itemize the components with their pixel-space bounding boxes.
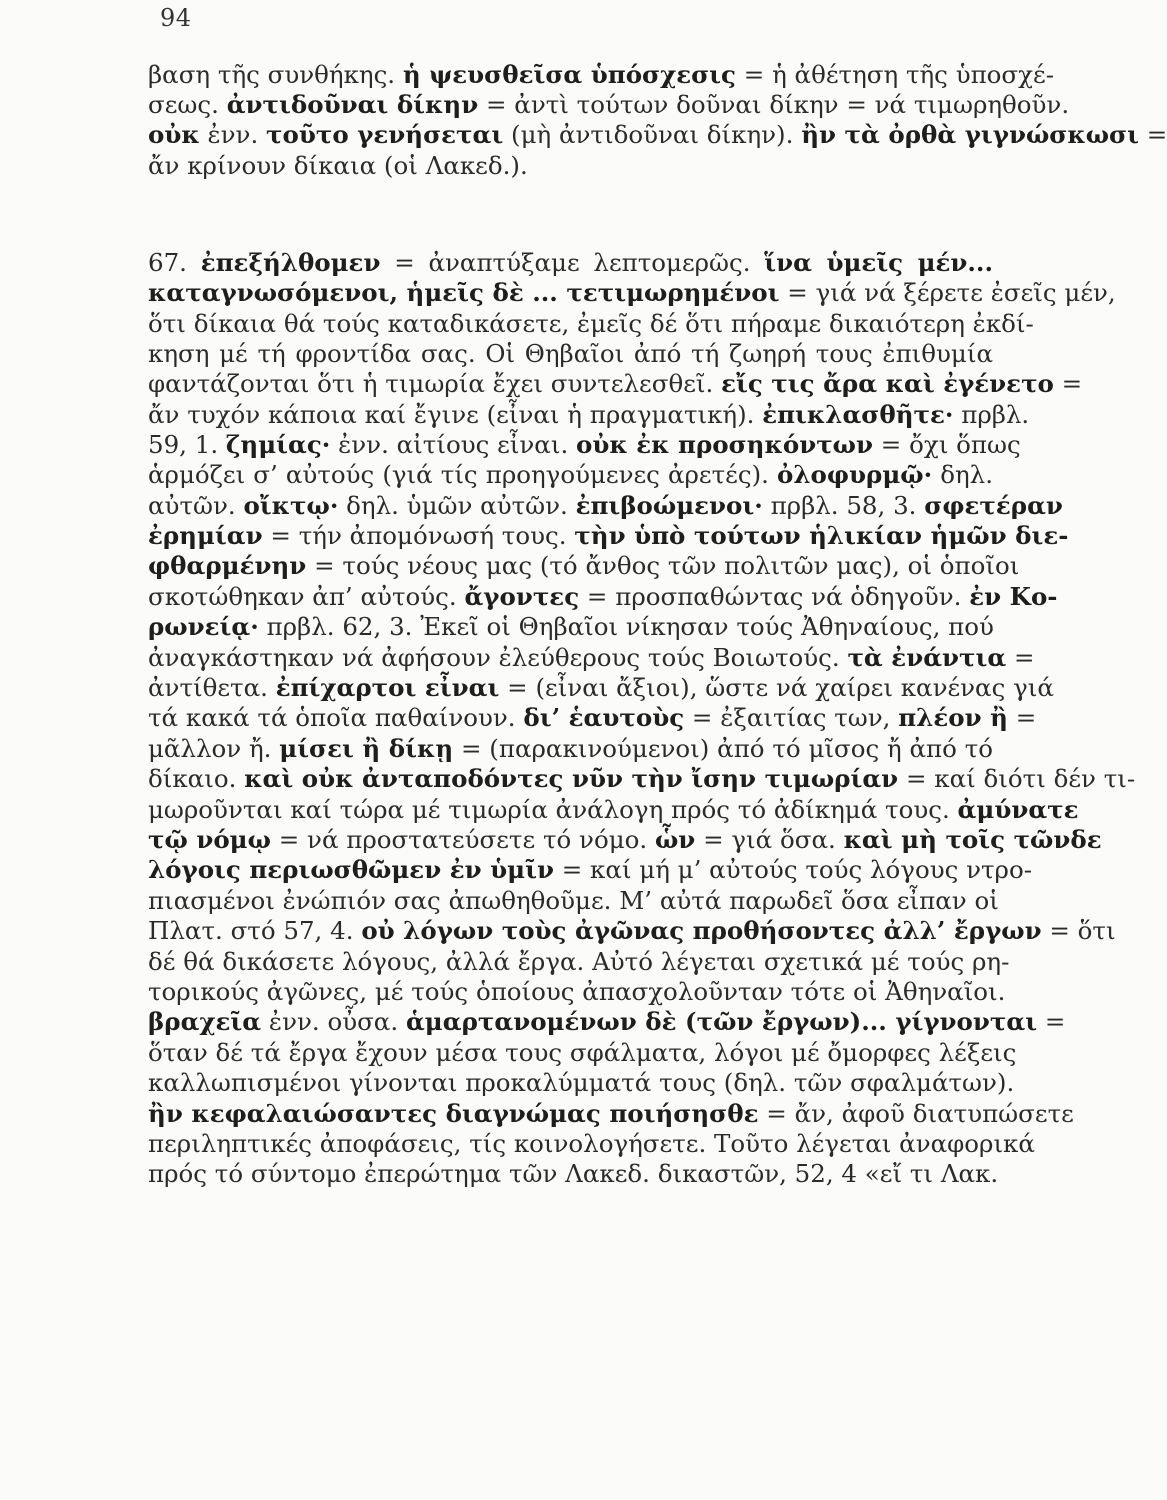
gloss: ἐνν. αἰτίους εἶναι. [330,430,577,459]
lemma: ἢν τὰ ὀρθὰ γιγνώσκωσι [801,120,1139,149]
text-line [148,430,1021,460]
lemma: πλέον ἢ [898,703,1008,732]
text-line [148,825,1102,855]
gloss: αὐτῶν. [148,491,244,520]
text-line [148,582,1058,612]
gloss: δηλ. [932,460,993,489]
lemma: βραχεῖα [148,1007,262,1036]
lemma: ἀντιδοῦναι δίκην [226,90,479,119]
gloss: ἀντίθετα. [148,673,276,702]
lemma: ἁμαρτανομένων δὲ (τῶν ἔργων)... γίγνονται [405,1007,1038,1036]
gloss: = ἀντὶ τούτων δοῦναι δίκην = νά τιμωρηθοῦν. [478,90,1070,119]
gloss: = [1006,643,1035,672]
gloss: ὅτι δίκαια θά τούς καταδικάσετε, ἐμεῖς δέ ὅτι πήραμε δικαιότερη ἐκδί- [148,309,1034,338]
gloss: σκοτώθηκαν ἀπ’ αὐτούς. [148,582,465,611]
text-line [148,1038,1017,1068]
gloss: πρβλ. [953,400,1030,429]
lemma: καὶ οὐκ ἀνταποδόντες νῦν τὴν ἴσην τιμωρίαν [244,764,899,793]
gloss: = ἐξαιτίας των, [684,703,899,732]
text-line [148,151,993,181]
text-line [148,491,1063,521]
text-line [148,886,999,916]
text-line [148,551,1020,581]
gloss: = καί μή μ’ αὐτούς τούς λόγους ντρο- [553,855,1032,884]
lemma: ἡ ψευσθεῖσα ὑπόσχεσις [402,60,736,89]
text-line [148,120,1167,150]
text-line [148,643,1035,673]
gloss: ἄν κρίνουν δίκαια (οἱ Λακεδ.). [148,151,528,180]
text-line [148,977,1006,1007]
text-line [148,916,1116,946]
gloss: σεως. [148,90,227,119]
lemma: τὴν ὑπὸ τούτων ἡλικίαν ἡμῶν διε- [574,521,1069,550]
text-line [148,734,993,764]
text-line [148,1099,1074,1129]
lemma: οἴκτῳ· [243,491,339,520]
gloss: πιασμένοι ἐνώπιόν σας ἀπωθηθοῦμε. Μ’ αὐτά παρωδεῖ ὅσα εἶπαν οἱ [148,886,999,915]
gloss: κηση μέ τή φροντίδα σας. Οἱ Θηβαῖοι ἀπό τή ζωηρή τους ἐπιθυμία [148,339,993,368]
text-line [148,703,1037,733]
text-line [148,1068,1015,1098]
lemma: ἄγοντες [464,582,580,611]
gloss: = (εἶναι ἄξιοι), ὥστε νά χαίρει κανένας γιά [499,673,1054,702]
text-line [148,400,1030,430]
gloss: ἐνν. οὖσα. [261,1007,406,1036]
lemma: ἐπίχαρτοι εἶναι [275,673,500,702]
gloss: Πλατ. στό 57, 4. [148,916,362,945]
lemma: ἵνα ὑμεῖς μέν... [764,248,993,277]
gloss: = (παρακινούμενοι) ἀπό τό μῖσος ἤ ἀπό τό [453,734,993,763]
lemma: ἐν Κο- [969,582,1058,611]
text-line [148,1159,999,1189]
text-line [148,248,993,278]
gloss: φαντάζονται ὅτι ἡ τιμωρία ἔχει συντελεσθεῖ. [148,369,722,398]
text-line [148,1007,1066,1037]
lemma: καὶ μὴ τοῖς τῶνδε [843,825,1102,854]
text-line [148,339,993,369]
gloss: = [1007,703,1037,732]
gloss: = νά προστατεύσετε τό νόμο. [270,825,655,854]
lemma: ἐρημίαν [148,521,263,550]
gloss: καλλωπισμένοι γίνονται προκαλύμματά τους (δηλ. τῶν σφαλμάτων). [148,1068,1015,1097]
gloss: δίκαιο. [148,764,245,793]
text-line [148,947,1010,977]
lemma: ζημίας· [225,430,331,459]
lemma: τοῦτο γενήσεται [266,120,504,149]
gloss: 59, 1. [148,430,226,459]
gloss: = ὄχι ὅπως [873,430,1021,459]
lemma: τὰ ἐνάντια [847,643,1007,672]
gloss: πρβλ. 58, 3. [762,491,925,520]
gloss: ἄν τυχόν κάποια καί ἔγινε (εἶναι ἡ πραγματική). [148,400,763,429]
text-line [148,60,1054,90]
gloss: περιληπτικές ἀποφάσεις, τίς κοινολογήσετε. Τοῦτο λέγεται ἀναφορικά [148,1129,1035,1158]
gloss: ὅταν δέ τά ἔργα ἔχουν μέσα τους σφάλματα, λόγοι μέ ὄμορφες λέξεις [148,1038,1017,1067]
lemma: ἐπικλασθῆτε· [762,400,954,429]
text-line [148,460,993,490]
text-line [148,369,1083,399]
gloss: 67. [148,248,201,277]
text-line [148,521,1069,551]
lemma: καταγνωσόμενοι, ἡμεῖς δὲ ... τετιμωρημένοι [148,278,780,307]
gloss: ἐνν. [199,120,267,149]
lemma: ὀλοφυρμῷ· [777,460,933,489]
text-line [148,90,1070,120]
lemma: οὐ λόγων τοὺς ἀγῶνας προθήσοντες ἀλλ’ ἔργων [361,916,1042,945]
lemma: φθαρμένην [148,551,307,580]
gloss: (μὴ ἀντιδοῦναι δίκην). [503,120,802,149]
gloss: = ἀναπτύξαμε λεπτομερῶς. [380,248,765,277]
gloss: = γιά ὅσα. [695,825,844,854]
text-line [148,855,1032,885]
text-line [148,278,1116,308]
lemma: οὐκ [148,120,200,149]
lemma: ρωνείᾳ· [148,612,259,641]
gloss: = [1037,1007,1066,1036]
gloss: = ἡ ἀθέτηση τῆς ὑποσχέ- [735,60,1054,89]
text-line [148,612,993,642]
text-line [148,673,1054,703]
gloss: δηλ. ὑμῶν αὐτῶν. [338,491,576,520]
page-number: 94 [160,4,192,32]
gloss: τά κακά τά ὁποῖα παθαίνουν. [148,703,524,732]
gloss: = ἄν, ἀφοῦ διατυπώσετε [758,1099,1074,1128]
gloss: μᾶλλον ἤ. [148,734,280,763]
text-line [148,764,1136,794]
lemma: ἐπιβοώμενοι· [575,491,763,520]
gloss: = γιά νά ξέρετε ἐσεῖς μέν, [779,278,1116,307]
gloss: πρός τό σύντομο ἐπερώτημα τῶν Λακεδ. δικαστῶν, 52, 4 «εἴ τι Λακ. [148,1159,999,1188]
gloss: = καί διότι δέν τι- [898,764,1136,793]
lemma: ἐπεξήλθομεν [200,248,381,277]
lemma: ἀμύνατε [957,795,1079,824]
gloss: ἁρμόζει σ’ αὐτούς (γιά τίς προηγούμενες ἀρετές). [148,460,778,489]
text-line [148,309,1034,339]
text-line [148,1129,1035,1159]
lemma: λόγοις περιωσθῶμεν ἐν ὑμῖν [148,855,554,884]
text-line [148,795,1079,825]
lemma: σφετέραν [924,491,1063,520]
gloss: βαση τῆς συνθήκης. [148,60,403,89]
gloss: = [1138,120,1167,149]
lemma: εἴς τις ἄρα καὶ ἐγένετο [721,369,1054,398]
gloss: = [1053,369,1083,398]
gloss: = τούς νέους μας (τό ἄνθος τῶν πολιτῶν μας), οἱ ὁποῖοι [306,551,1020,580]
lemma: τῷ νόμῳ [148,825,271,854]
gloss: ἀναγκάστηκαν νά ἀφήσουν ἐλεύθερους τούς Βοιωτούς. [148,643,848,672]
gloss: = τήν ἀπομόνωσή τους. [262,521,575,550]
gloss: = ὅτι [1041,916,1116,945]
gloss: πρβλ. 62, 3. Ἐκεῖ οἱ Θηβαῖοι νίκησαν τούς Ἀθηναίους, πού [258,612,994,641]
lemma: μίσει ἢ δίκῃ [279,734,454,763]
gloss: δέ θά δικάσετε λόγους, ἀλλά ἔργα. Αὐτό λέγεται σχετικά μέ τούς ρη- [148,947,1010,976]
lemma: οὐκ ἐκ προσηκόντων [576,430,874,459]
gloss: = προσπαθώντας νά ὁδηγοῦν. [579,582,970,611]
gloss: μωροῦνται καί τώρα μέ τιμωρία ἀνάλογη πρός τό ἀδίκημά τους. [148,795,958,824]
lemma: δι’ ἑαυτοὺς [523,703,685,732]
gloss: τορικούς ἀγῶνες, μέ τούς ὁποίους ἀπασχολοῦνταν τότε οἱ Ἀθηναῖοι. [148,977,1006,1006]
lemma: ἢν κεφαλαιώσαντες διαγνώμας ποιήσησθε [148,1099,759,1128]
lemma: ὧν [654,825,696,854]
